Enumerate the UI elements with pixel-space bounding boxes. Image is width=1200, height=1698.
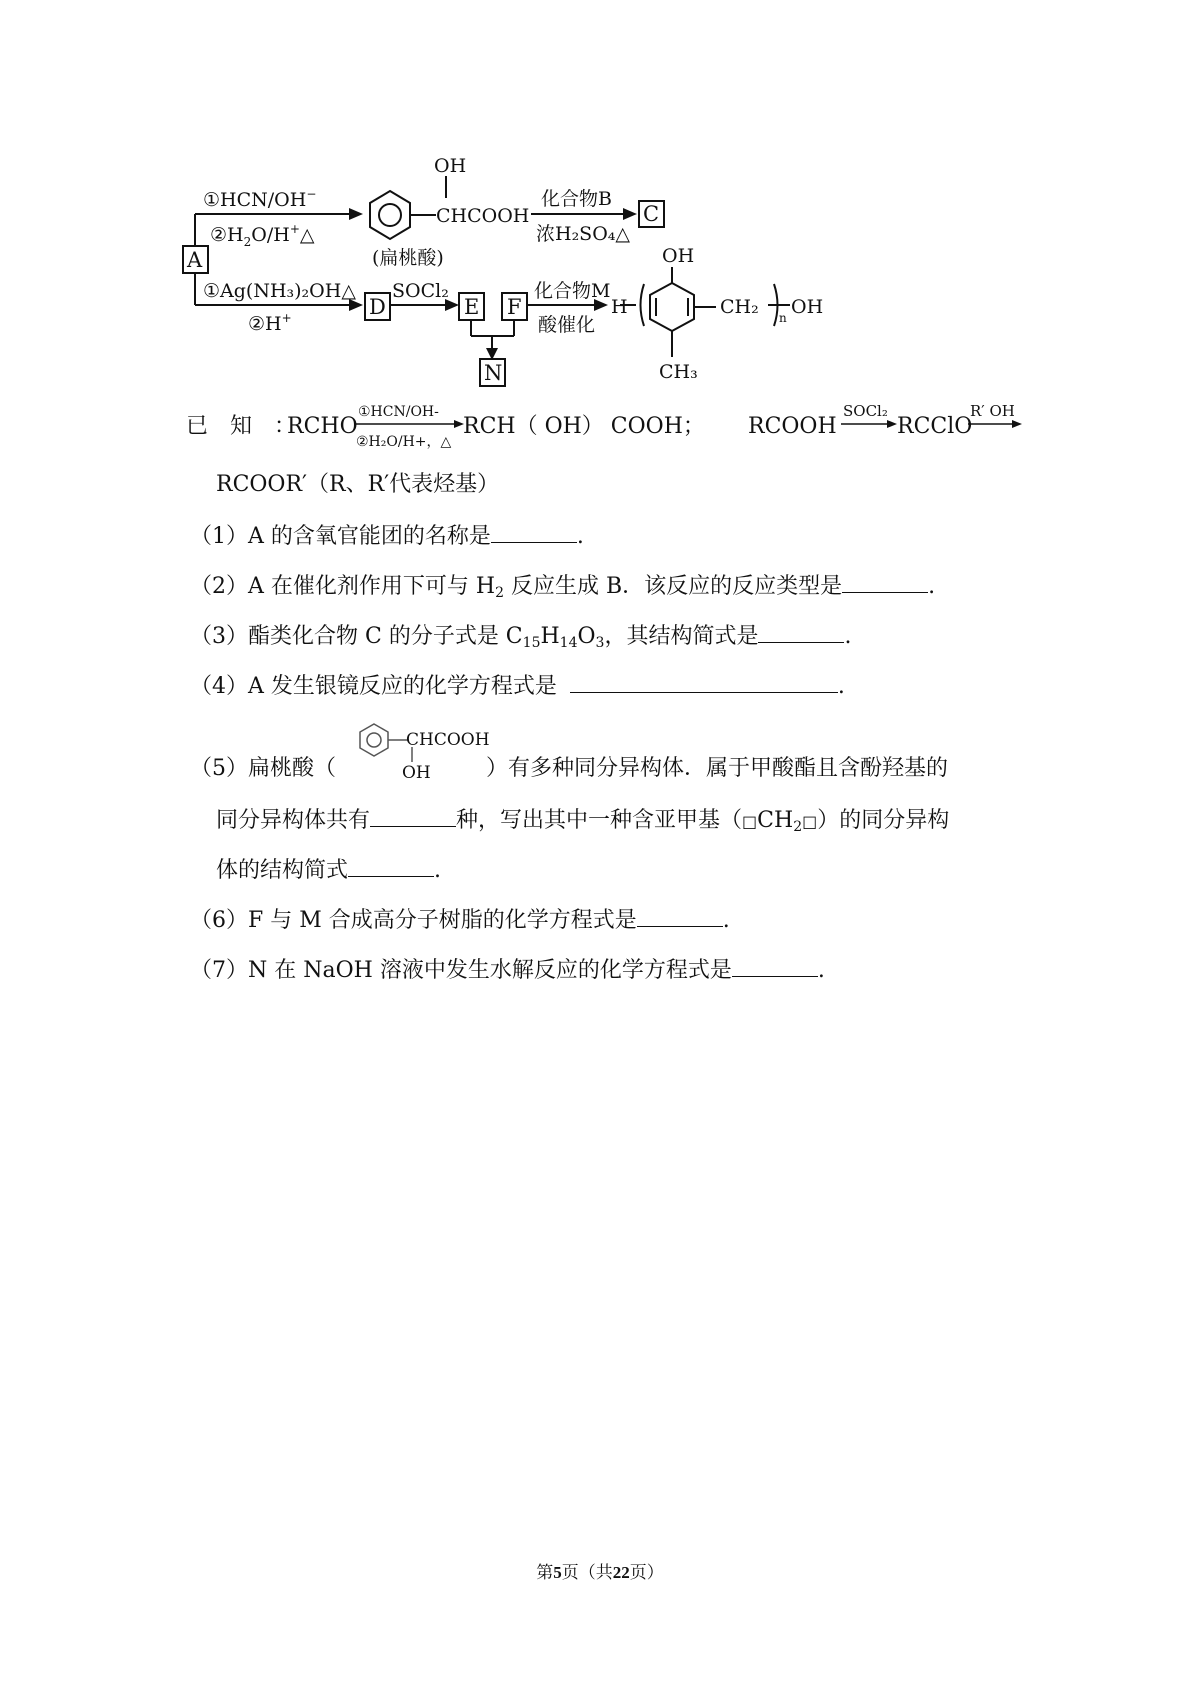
polymer-oh-end: OH <box>791 296 824 318</box>
compound-label-n: N <box>484 361 503 385</box>
known-lead: 已 知 ： <box>186 414 297 439</box>
compound-label-e: E <box>464 295 480 319</box>
mandelic-oh: OH <box>434 155 467 177</box>
compound-label-a: A <box>187 248 203 272</box>
reagent-compound-b: 化合物B <box>541 188 612 210</box>
question-5-line3: 体的结构简式 . <box>216 858 442 883</box>
reagent-tollens: ①Ag(NH₃)₂OH△ <box>203 280 356 302</box>
compound-label-d: D <box>369 295 386 319</box>
mandelic-chain: CHCOOH <box>436 205 530 227</box>
known-rcho: RCHO <box>287 414 358 439</box>
question-4: （4）A 发生银镜反应的化学方程式是 . <box>190 674 845 699</box>
known-rcclo: RCClO <box>897 414 973 439</box>
compound-label-c: C <box>643 202 660 226</box>
question-3: （3）酯类化合物 C 的分子式是 $C_{15}H_{14}O_3$，其结构简式是 . <box>190 624 852 651</box>
question-7: （7）N 在 NaOH 溶液中发生水解反应的化学方程式是 . <box>190 958 825 983</box>
polymer-oh-top: OH <box>662 245 695 267</box>
known-continuation: RCOOR′（R、R′代表烃基） <box>216 472 500 497</box>
polymer-n: n <box>779 311 787 325</box>
question-5-line1: （5）扁桃酸（ ）有多种同分异构体．属于甲酸酯且含酚羟基的 <box>190 756 949 781</box>
known-arrow2-above: SOCl₂ <box>843 402 888 420</box>
benzene-ring <box>370 191 410 239</box>
reagent-compound-m: 化合物M <box>534 280 611 302</box>
known-arrow1-above: ①HCN/OH- <box>358 404 439 420</box>
known-arrow2 <box>841 418 897 430</box>
known-arrow1 <box>354 418 464 430</box>
question-2: （2）A 在催化剂作用下可与 $H_2$ 反应生成 B．该反应的反应类型是 . <box>190 574 936 601</box>
question-1: （1）A 的含氧官能团的名称是 . <box>190 524 584 549</box>
page-total: 22 <box>612 1563 630 1582</box>
question-6: （6）F 与 M 合成高分子树脂的化学方程式是 . <box>190 908 730 933</box>
polymer-ch3: CH₃ <box>659 361 698 383</box>
reagent-socl2: SOCl₂ <box>392 280 449 302</box>
reagent-hcn: ①HCN/OH− <box>203 187 317 211</box>
known-arrow3-above: R′ OH <box>970 402 1015 420</box>
reagent-hydrolysis: $②H_2O/H^+\triangle$ <box>210 222 315 249</box>
reagent-acid-catalysis: 酸催化 <box>538 314 596 336</box>
polymer-h: H <box>611 296 628 318</box>
known-product1: RCH（ OH） COOH； <box>463 414 705 439</box>
polymer-ch2: CH₂ <box>720 296 759 318</box>
known-arrow3 <box>968 418 1022 430</box>
q5-oh-label: OH <box>402 763 431 782</box>
compound-label-f: F <box>507 295 522 319</box>
page-number: 5 <box>553 1563 562 1582</box>
mandelic-name: (扁桃酸) <box>372 247 444 269</box>
reagent-conc-sulfuric: 浓H₂SO₄△ <box>536 223 631 245</box>
question-5-line2: 同分异构体共有 种，写出其中一种含亚甲基$(□CH_2□)$的同分异构 <box>216 808 950 835</box>
known-arrow1-below: ②H₂O/H+，△ <box>356 434 452 450</box>
reaction-scheme <box>0 0 1200 400</box>
known-rcooh: RCOOH <box>748 414 837 439</box>
q5-chain-label: CHCOOH <box>406 730 490 750</box>
reagent-acidify: ②H+ <box>248 311 292 335</box>
page-footer: 第5页（共22页） <box>536 1563 664 1583</box>
